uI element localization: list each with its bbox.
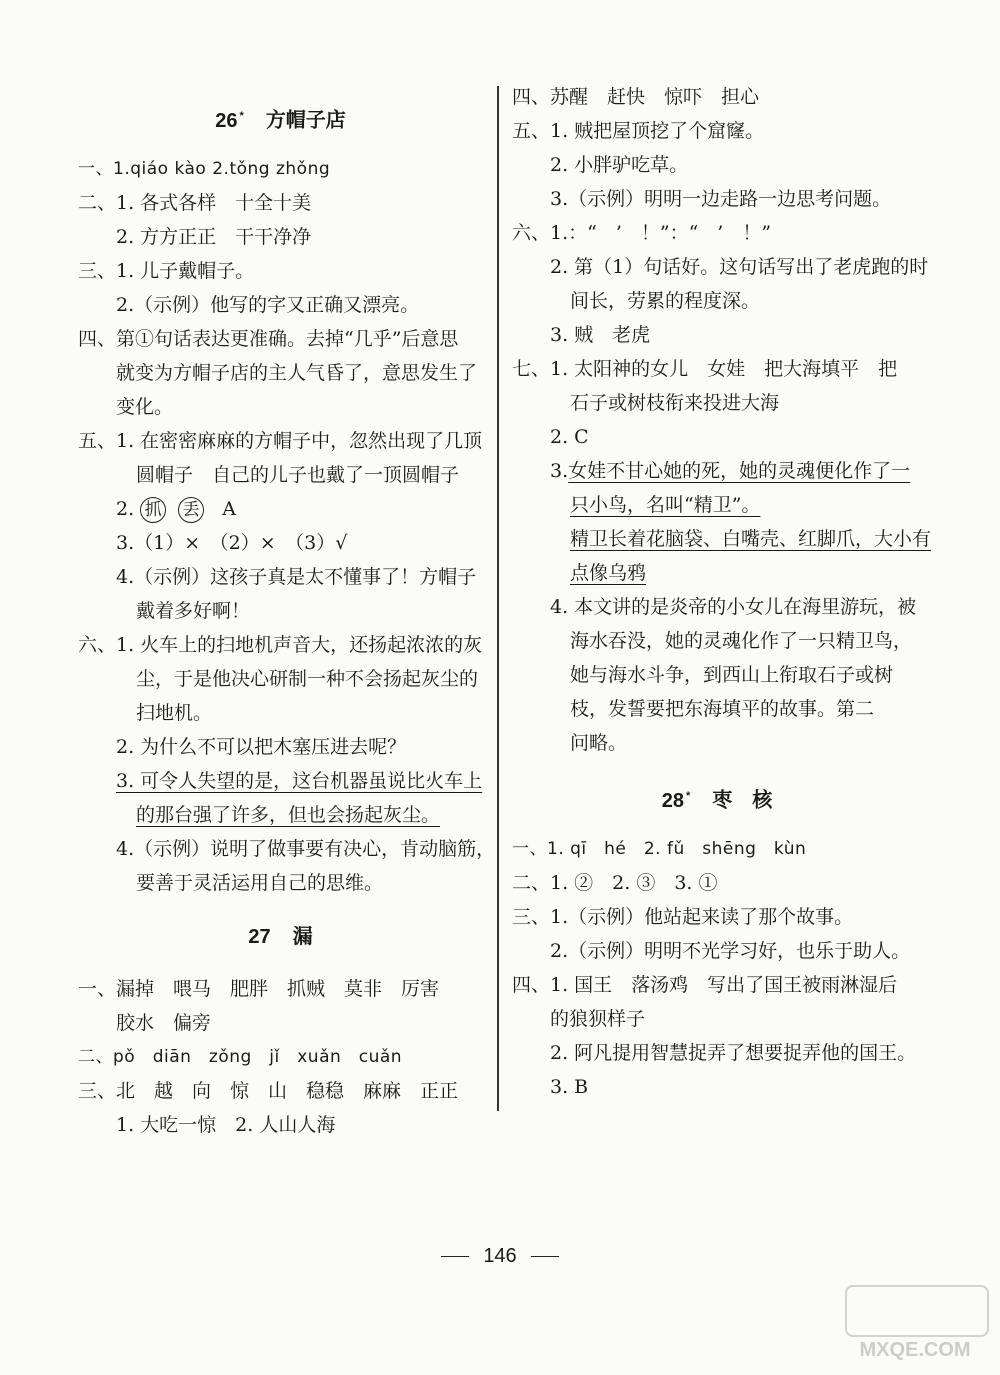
circled-char: 丢 — [178, 497, 204, 523]
answer-line: 问略。 — [570, 732, 628, 754]
answer-line: 二、pǒ diān zǒng jǐ xuǎn cuǎn — [78, 1047, 403, 1067]
answer-line: 2.（示例）明明不光学习好，也乐于助人。 — [550, 940, 911, 962]
answer-line: 要善于灵活运用自己的思维。 — [136, 872, 384, 894]
left-column — [78, 80, 496, 1142]
answer-line: 枝，发誓要把东海填平的故事。第二 — [570, 698, 875, 720]
lesson-27-number: 27 — [248, 926, 271, 948]
answer-line: 三、1.（示例）他站起来读了那个故事。 — [512, 906, 854, 928]
answer-line: 2. 小胖驴吃草。 — [550, 154, 689, 176]
page-number: 146 — [0, 1245, 1000, 1268]
answer-line: 精卫长着花脑袋、白嘴壳、红脚爪，大小有 — [570, 528, 932, 550]
watermark-text: MXQE.COM — [859, 1339, 971, 1361]
answer-line: 四、1. 国王 落汤鸡 写出了国王被雨淋湿后 — [512, 974, 898, 996]
answer-line: 2. C — [550, 426, 589, 448]
circled-char: 抓 — [140, 497, 166, 523]
lesson-26-heading — [78, 80, 483, 152]
answer-line: 六、1.：“ ’ ！”：“ ’ ！” — [512, 222, 772, 244]
answer-line: 二、1. ② 2. ③ 3. ① — [512, 872, 718, 894]
answer-line: 2.（示例）他写的字又正确又漂亮。 — [116, 294, 420, 316]
answer-line: 点像乌鸦 — [570, 562, 647, 584]
answer-line: 二、1. 各式各样 十全十美 — [78, 192, 312, 214]
lesson-28-heading — [512, 760, 922, 832]
underlined-answer: 女娃不甘心她的死，她的灵魂便化作了一 — [568, 460, 911, 482]
right-column — [512, 80, 932, 1104]
answer-line: 就变为方帽子店的主人气昏了，意思发生了 — [116, 362, 478, 384]
lesson-27-heading — [78, 900, 483, 972]
answer-line: 2. 阿凡提用智慧捉弄了想要捉弄他的国王。 — [550, 1042, 917, 1064]
answer-line: 五、1. 在密密麻麻的方帽子中，忽然出现了几顶 — [78, 430, 483, 452]
answer-line: 2. 方方正正 干干净净 — [116, 226, 312, 248]
answer-line: 一、漏掉 喂马 肥胖 抓贼 莫非 厉害 — [78, 978, 440, 1000]
answer-line: 3.女娃不甘心她的死，她的灵魂便化作了一 — [550, 460, 911, 482]
answer-line: 2. 为什么不可以把木塞压进去呢？ — [116, 736, 407, 758]
lesson-26-number: 26 * — [215, 109, 244, 132]
answer-line: 4. 本文讲的是炎帝的小女儿在海里游玩，被 — [550, 596, 917, 618]
column-divider — [497, 86, 499, 1111]
answer-line: 海水吞没，她的灵魂化作了一只精卫鸟， — [570, 630, 913, 652]
answer-line: 3. 可令人失望的是，这台机器虽说比火车上 — [116, 770, 483, 792]
answer-line: 间长，劳累的程度深。 — [570, 290, 761, 312]
answer-line: 三、北 越 向 惊 山 稳稳 麻麻 正正 — [78, 1080, 459, 1102]
answer-line: 3. 贼 老虎 — [550, 324, 651, 346]
answer-line: 尘，于是他决心研制一种不会扬起灰尘的 — [136, 668, 479, 690]
answer-line: 2. 抓 丢 A — [78, 492, 483, 526]
answer-line: 变化。 — [116, 396, 174, 418]
answer-line: 1. 大吃一惊 2. 人山人海 — [116, 1114, 336, 1136]
answer-line: 五、1. 贼把屋顶挖了个窟窿。 — [512, 120, 765, 142]
answer-line: 3.（1）× （2）× （3）√ — [116, 532, 348, 554]
watermark-box-icon — [845, 1285, 989, 1337]
lesson-28-number: 28 * — [661, 789, 691, 812]
answer-line: 石子或树枝衔来投进大海 — [570, 392, 780, 414]
answer-line: 三、1. 儿子戴帽子。 — [78, 260, 255, 282]
answer-line: 3. B — [550, 1076, 589, 1098]
answer-line: 的狼狈样子 — [550, 1008, 646, 1030]
answer-line: 六、1. 火车上的扫地机声音大，还扬起浓浓的灰 — [78, 634, 483, 656]
answer-line: 的那台强了许多，但也会扬起灰尘。 — [136, 804, 441, 826]
answer-line: 2. 第（1）句话好。这句话写出了老虎跑的时 — [550, 256, 929, 278]
answer-line: 七、1. 太阳神的女儿 女娃 把大海填平 把 — [512, 358, 898, 380]
answer-line: 4.（示例）这孩子真是太不懂事了！方帽子 — [116, 566, 477, 588]
lesson-27-title: 漏 — [292, 924, 313, 948]
answer-line: 戴着多好啊！ — [136, 600, 251, 622]
answer-line: 她与海水斗争，到西山上衔取石子或树 — [570, 664, 894, 686]
answer-line: 4.（示例）说明了做事要有决心，肯动脑筋， — [116, 838, 496, 860]
answer-line: 3.（示例）明明一边走路一边思考问题。 — [550, 188, 892, 210]
answer-line: 扫地机。 — [136, 702, 213, 724]
answer-line: 圆帽子 自己的儿子也戴了一顶圆帽子 — [136, 464, 460, 486]
answer-line: 四、第①句话表达更准确。去掉“几乎”后意思 — [78, 328, 459, 350]
answer-line: 只小鸟，名叫“精卫”。 — [570, 494, 761, 516]
answer-line: 一、1.qiáo kào 2.tǒng zhǒng — [78, 159, 331, 179]
answer-line: 四、苏醒 赶快 惊吓 担心 — [512, 86, 760, 108]
lesson-28-title: 枣 核 — [712, 787, 773, 812]
lesson-26-title: 方帽子店 — [265, 107, 346, 132]
watermark-logo — [845, 1285, 985, 1365]
answer-line: 一、1. qī hé 2. fǔ shēng kùn — [512, 839, 807, 859]
answer-line: 胶水 偏旁 — [116, 1012, 212, 1034]
